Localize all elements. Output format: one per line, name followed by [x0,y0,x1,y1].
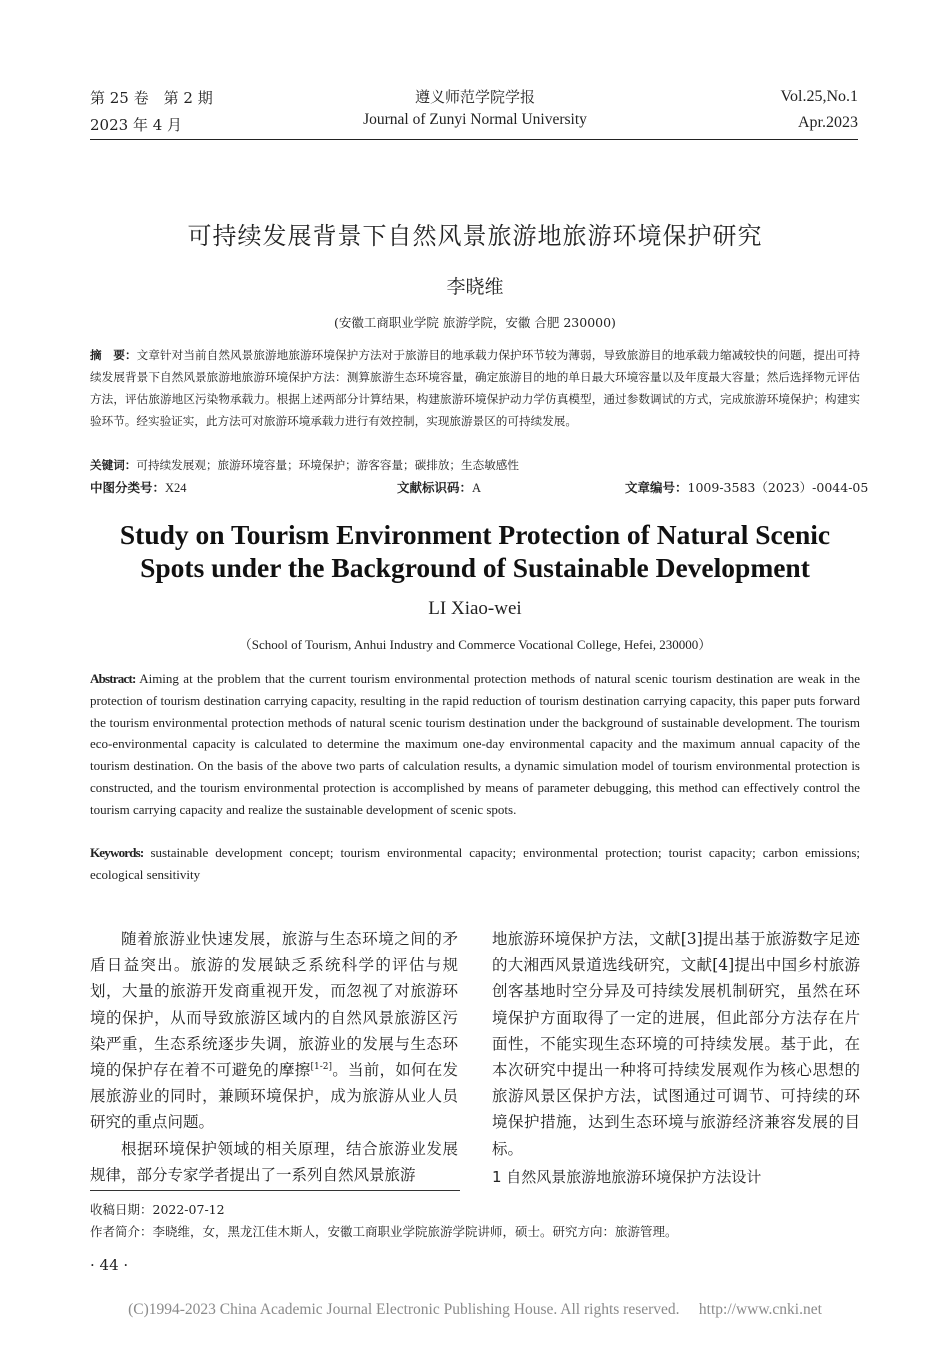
body-paragraph: 根据环境保护领域的相关原理，结合旅游业发展规律，部分专家学者提出了一系列自然风景旅游 [90,1139,458,1184]
keywords-cn-text: 可持续发展观；旅游环境容量；环境保护；游客容量；碳排放；生态敏感性 [136,458,519,472]
body-left-column [90,926,458,1188]
footnote-rule [90,1190,460,1191]
keywords-cn-label: 关键词： [90,458,137,472]
abstract-en [90,668,860,821]
section-heading: 1 自然风景旅游地旅游环境保护方法设计 [492,1167,762,1186]
abstract-en-label: Abstract: [90,671,136,686]
clc-value: X24 [165,481,187,495]
article-title-en [60,518,890,584]
article-number-label: 文章编号： [625,480,688,495]
page-number: · 44 · [90,1256,129,1274]
header-rule [90,139,858,140]
volume-issue-cn: 第 25 卷 第 2 期 [90,89,213,107]
clc-number [90,478,187,496]
article-title-en-line2: Spots under the Background of Sustainable Development [140,552,810,583]
citation: [1-2] [310,1061,332,1072]
date-cn: 2023 年 4 月 [90,116,183,134]
article-number-value: 1009-3583（2023）-0044-05 [687,480,869,495]
article-title-cn: 可持续发展背景下自然风景旅游地旅游环境保护研究 [187,222,763,250]
abstract-cn [90,344,860,432]
article-title-en-line1: Study on Tourism Environment Protection of Natural Scenic [119,519,831,550]
volume-issue-en: Vol.25,No.1 [780,88,858,105]
document-code-value: A [472,481,482,495]
journal-name-en: Journal of Zunyi Normal University [363,111,587,128]
author-bio: 作者简介：李晓维，女，黑龙江佳木斯人，安徽工商职业学院旅游学院讲师，硕士。研究方向：旅游管理。 [90,1224,678,1239]
abstract-cn-text: 文章针对当前自然风景旅游地旅游环境保护方法对于旅游目的地承载力保护环节较为薄弱，导致旅游目的地承载力缩减较快的问题，提出可持续发展背景下自然风景旅游地旅游环境保护方法：测算旅游生态环境容量，确定旅游目的地的单日最大环境容量以及年度最大容量；然后选择物元评估方法，评估旅游地区污染物承载力。根据上述两部分计算结果，构建旅游环境保护动力学仿真模型，通过参数调试的方式，完成旅游环境保护；构建实验环节。经实验证实，此方法可对旅游环境承载力进行有效控制，实现旅游景区的可持续发展。 [90,348,860,428]
affiliation-en: （School of Tourism, Anhui Industry and Commerce Vocational College, Hefei, 230000） [238,637,712,652]
body-paragraph: 地旅游环境保护方法，文献[3]提出基于旅游数字足迹的大湘西风景道选线研究，文献[4]提出中国乡村旅游创客基地时空分异及可持续发展机制研究，虽然在环境保护方面取得了一定的进展，但此部分方法存在片面性，不能实现生态环境的可持续发展。基于此，在本次研究中提出一种将可持续发展观作为核心思想的旅游风景区保护方法，试图通过可调节、可持续的环境保护措施，达到生态环境与旅游经济兼容发展的目标。 [492,930,860,1158]
body-text: 随着旅游业快速发展，旅游与生态环境之间的矛盾日益突出。旅游的发展缺乏系统科学的评估与规划，大量的旅游开发商重视开发，而忽视了对旅游环境的保护，从而导致旅游区域内的自然风景旅游区污染严重，生态系统逐步失调，旅游业的发展与生态环境的保护存在着不可避免的摩擦 [90,930,458,1080]
copyright-notice: (C)1994-2023 China Academic Journal Electronic Publishing House. All rights reserved. http://www.cnki.net [128,1301,822,1318]
abstract-cn-label: 摘 要： [90,348,137,362]
document-code-label: 文献标识码： [397,480,473,495]
article-number [625,478,868,496]
keywords-en-text: sustainable development concept; tourism environmental capacity; environmental protection; tourist capacity; carbon emissions; ecological sensitivity [90,845,861,882]
abstract-en-text: Aiming at the problem that the current tourism environmental protection methods of natural scenic tourism destination are weak in the protection of tourism destination carrying capacity, resulting in the rapid reduction of tourism destination carrying capacity, this paper puts forward the tourism environmental protection methods of natural scenic tourism destination under the background of sustainable development. The tourism eco-environmental capacity is calculated to determine the maximum one-day environmental capacity and the maximum annual capacity of the tourism destination. On the basis of the above two parts of calculation results, a dynamic simulation model of tourism environmental protection is constructed, and the tourism environmental protection is accomplished by means of parameter debugging, this method can effectively control the tourism carrying capacity and realize the sustainable development of scenic spots. [90,671,860,817]
affiliation-cn: (安徽工商职业学院 旅游学院，安徽 合肥 230000) [334,315,616,330]
journal-name-cn: 遵义师范学院学报 [414,88,535,106]
keywords-en [90,842,860,886]
keywords-en-label: Keywords: [90,845,144,860]
clc-label: 中图分类号： [90,480,166,495]
author-cn: 李晓维 [446,276,504,298]
body-paragraph [90,926,458,1136]
keywords-cn [90,454,860,476]
received-date: 收稿日期：2022-07-12 [90,1202,225,1217]
author-en: LI Xiao-wei [428,598,522,619]
document-code [397,478,481,496]
body-text: 。当前，如何在发展旅游业的同时，兼顾环境保护，成为旅游从业人员研究的重点问题。 [90,1061,458,1132]
date-en: Apr.2023 [798,114,858,131]
body-right-column [492,926,860,1190]
